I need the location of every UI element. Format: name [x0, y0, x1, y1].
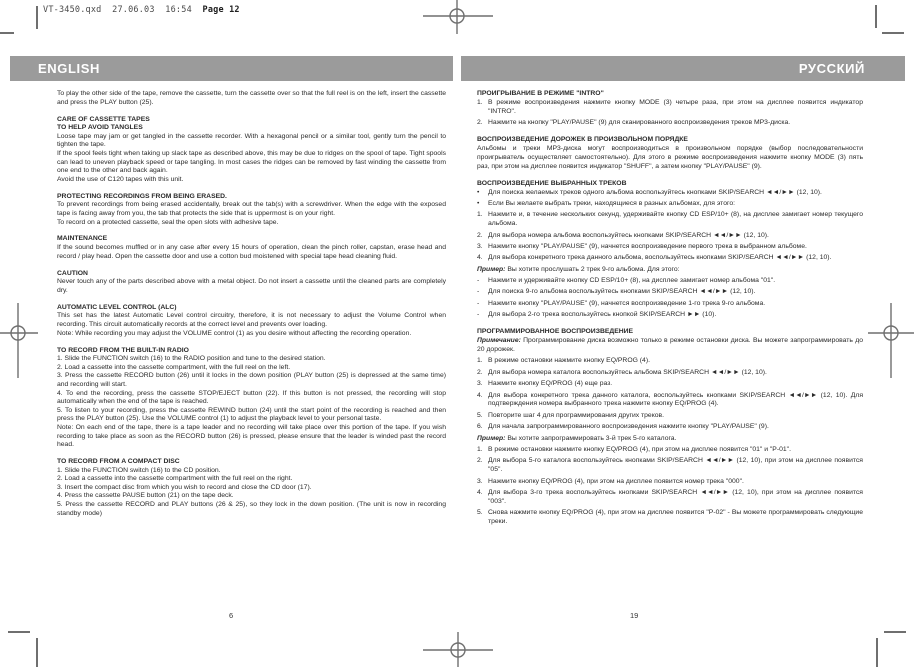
heading-line: ВОСПРОИЗВЕДЕНИЕ ДОРОЖЕК В ПРОИЗВОЛЬНОМ ПОРЯДКЕ: [477, 136, 688, 144]
section-heading: [57, 304, 446, 313]
heading-line: TO RECORD FROM A COMPACT DISC: [57, 458, 180, 466]
crop-mark-bottom-right-dash: [884, 631, 906, 633]
language-bar-russian: [461, 56, 905, 81]
list-marker: 5.: [477, 411, 483, 419]
paragraph-text: Для выбора номера альбома воспользуйтесь кнопками SKIP/SEARCH ◄◄/►► (12, 10).: [488, 231, 769, 239]
page-number-left: 6: [229, 611, 234, 620]
crop-mark-top-left-vertical: [36, 6, 38, 29]
paragraph-text: 5. Press the cassette RECORD and PLAY buttons (26 & 25), so they lock in the down position. (The unit is now in recording standby mode): [57, 501, 446, 517]
manual-section: [477, 180, 863, 320]
paragraph: [477, 489, 863, 507]
language-bar-english: [10, 56, 453, 81]
manual-section: [477, 136, 863, 171]
list-marker: -: [477, 299, 480, 307]
manual-section: [57, 270, 446, 296]
list-marker: 2.: [477, 457, 483, 465]
paragraph: [57, 372, 446, 389]
paragraph: [57, 364, 446, 373]
paragraph-text: Для выбора конкретного трека данного альбома, воспользуйтесь кнопками SKIP/SEARCH ◄◄/►► (12, 10).: [488, 254, 832, 262]
paragraph-text: Нажмите кнопку "PLAY/PAUSE" (9), начнется воспроизведение 1-го трека 9-го альбома.: [488, 299, 766, 307]
paragraph-text: 4. To end the recording, press the cassette STOP/EJECT button (22). If this button is not pressed, the recording will stop automatically when the end of the tape is reached.: [57, 389, 446, 406]
crop-mark-bottom-left-dash: [8, 631, 30, 633]
list-marker: 4.: [477, 391, 483, 399]
paragraph: [477, 211, 863, 229]
paragraph: [477, 392, 863, 410]
paragraph-text: 5. To listen to your recording, press the cassette REWIND button (24) until the start point of the recording is reached and then press the PLAY button (25). Use the VOLUME control (1) to adjust the playback level to your personal taste.: [57, 406, 446, 423]
paragraph: [477, 412, 863, 421]
list-marker: •: [477, 199, 480, 207]
paragraph: [477, 277, 863, 286]
paragraph: [57, 312, 446, 329]
lead-label: Пример:: [477, 265, 506, 273]
paragraph-text: If the sound becomes muffled or in any case after every 15 hours of operation, clean the pinch roller, capstan, erase head and record / play head. Open the cassette door and use a cotton bud moistened with special tape head cleaning fluid.: [57, 244, 446, 260]
paragraph-text: Снова нажмите кнопку EQ/PROG (4), при этом на дисплее появится "P-02" - Вы можете программировать следующие треки.: [488, 509, 863, 525]
heading-line: ВОСПРОИЗВЕДЕНИЕ ВЫБРАННЫХ ТРЕКОВ: [477, 179, 627, 187]
paragraph-text: Для выбора 5-го каталога воспользуйтесь кнопками SKIP/SEARCH ◄◄/►► (12, 10), при этом на дисплее появится "05".: [488, 457, 863, 474]
paragraph: [57, 501, 446, 518]
paragraph-text: Для выбора 2-го трека воспользуйтесь кнопкой SKIP/SEARCH ►► (10).: [488, 311, 717, 319]
heading-line: CAUTION: [57, 269, 88, 277]
paragraph: [57, 484, 446, 493]
paragraph: [57, 219, 446, 228]
paragraph-text: В режиме воспроизведения нажмите кнопку MODE (3) четыре раза, при этом на дисплее появится индикатор "INTRO".: [488, 98, 863, 115]
list-marker: 1.: [477, 445, 483, 453]
manual-section: [57, 304, 446, 338]
section-heading: [477, 180, 863, 189]
paragraph-text: Нажмите и удерживайте кнопку CD ESP/10+ (8), на дисплее замигает номер альбома "01".: [488, 277, 776, 285]
paragraph: [477, 232, 863, 241]
paragraph: [477, 435, 863, 444]
paragraph-text: В режиме остановки нажмите кнопку EQ/PROG (4), при этом на дисплее появится "01" и "P-01".: [488, 445, 791, 453]
paragraph: [477, 119, 863, 128]
list-marker: 2.: [477, 231, 483, 239]
list-marker: 1.: [477, 211, 483, 219]
paragraph: [477, 189, 863, 198]
list-marker: -: [477, 288, 480, 296]
paragraph: [477, 369, 863, 378]
paragraph-text: Нажмите кнопку "PLAY/PAUSE" (9), начнется воспроизведение первого трека в выбранном альбоме.: [488, 242, 807, 250]
paragraph-text: This set has the latest Automatic Level control circuitry, therefore, it is not necessary to adjust the Volume Control when recording. This circuit automatically records at the correct level and prevents over loading.: [57, 312, 446, 329]
section-heading: [57, 235, 446, 244]
registration-mark-icon: [0, 303, 40, 379]
heading-line: PROTECTING RECORDINGS FROM BEING ERASED.: [57, 192, 227, 200]
russian-text-column: [477, 90, 863, 529]
list-marker: 4.: [477, 254, 483, 262]
list-marker: 1.: [477, 357, 483, 365]
paragraph-text: 1. Slide the FUNCTION switch (16) to the CD position.: [57, 466, 221, 474]
paragraph: [57, 424, 446, 450]
paragraph-text: Note: While recording you may adjust the VOLUME control (1) as you desire without affecting the recording operation.: [57, 329, 412, 337]
crop-mark-top-right-dash: [882, 32, 904, 34]
heading-line: MAINTENANCE: [57, 235, 108, 243]
section-heading: [57, 193, 446, 202]
lead-label: Примечание:: [477, 337, 521, 345]
crop-mark-bottom-right-vertical: [876, 638, 878, 667]
paragraph: [477, 288, 863, 297]
paragraph: [57, 90, 446, 107]
heading-line: ПРОИГРЫВАНИЕ В РЕЖИМЕ "INTRO": [477, 90, 604, 97]
registration-mark-icon: [421, 632, 495, 667]
paragraph: [57, 467, 446, 476]
list-marker: 2.: [477, 368, 483, 376]
paragraph: [477, 99, 863, 117]
list-marker: -: [477, 277, 480, 285]
paragraph-text: To prevent recordings from being erased accidentally, break out the tab(s) with a screwdriver. When the edge with the exposed tape is facing away from you, the tab that protects the side that is uppermost is on your right.: [57, 201, 446, 217]
lead-label: Пример:: [477, 434, 506, 442]
page-label: Page 12: [202, 5, 240, 15]
paragraph-text: Нажмите кнопку EQ/PROG (4) еще раз.: [488, 380, 613, 388]
paragraph: [477, 509, 863, 527]
paragraph-text: 2. Load a cassette into the cassette compartment with the full reel on the right.: [57, 475, 293, 483]
paragraph-text: 3. Press the cassette RECORD button (26) until it locks in the down position (PLAY button (25) is depressed at the same time) and recording will start.: [57, 372, 446, 388]
paragraph: [57, 176, 446, 185]
language-label: ENGLISH: [38, 61, 100, 76]
paragraph-text: 2. Load a cassette into the cassette compartment, with the full reel on the left.: [57, 363, 291, 371]
manual-section: [477, 328, 863, 526]
paragraph-text: Для поиска 9-го альбома воспользуйтесь кнопками SKIP/SEARCH ◄◄/►► (12, 10).: [488, 288, 756, 296]
paragraph-text: 3. Insert the compact disc from which you wish to record and close the CD door (17).: [57, 483, 312, 491]
paragraph: [57, 355, 446, 364]
paragraph-text: To record on a protected cassette, seal the open slots with adhesive tape.: [57, 218, 279, 226]
heading-line: TO RECORD FROM THE BUILT-IN RADIO: [57, 346, 189, 354]
paragraph: [477, 200, 863, 209]
registration-mark-icon: [866, 303, 914, 379]
paragraph-text: Для начала запрограммированного воспроизведения нажмите кнопку "PLAY/PAUSE" (9).: [488, 423, 769, 431]
paragraph-text: Для выбора номера каталога воспользуйтесь альбома SKIP/SEARCH ◄◄/►► (12, 10).: [488, 368, 767, 376]
crop-mark-top-right-vertical: [875, 5, 877, 28]
paragraph-text: Нажмите на кнопку "PLAY/PAUSE" (9) для сканированного воспроизведения треков MP3-диска.: [488, 118, 791, 126]
document-title-bar: [43, 5, 240, 15]
heading-line: AUTOMATIC LEVEL CONTROL (ALC): [57, 303, 177, 311]
manual-section: [477, 90, 863, 128]
manual-section: [57, 193, 446, 227]
paragraph: [477, 337, 863, 355]
heading-line: ПРОГРАММИРОВАННОЕ ВОСПРОИЗВЕДЕНИЕ: [477, 328, 634, 336]
paragraph-text: Программирование диска возможно только в режиме остановки диска. Вы можете запрограммировать до 20 дорожек.: [477, 337, 863, 354]
paragraph: [477, 380, 863, 389]
paragraph: [477, 243, 863, 252]
list-marker: 6.: [477, 423, 483, 431]
paragraph: [477, 311, 863, 320]
list-marker: 5.: [477, 509, 483, 517]
section-heading: [57, 458, 446, 467]
list-marker: 1.: [477, 98, 483, 106]
paragraph: [477, 357, 863, 366]
paragraph-text: Нажмите кнопку EQ/PROG (4), при этом на дисплее появится номер трека "000".: [488, 477, 744, 485]
paragraph-text: Loose tape may jam or get tangled in the cassette recorder. With a hexagonal pencil or a similar tool, gently turn the pencil to tighten the tape.: [57, 132, 446, 149]
paragraph-text: Вы хотите запрограммировать 3-й трек 5-го каталога.: [507, 434, 677, 442]
paragraph-text: Нажмите и, в течение нескольких секунд, удерживайте кнопку CD ESP/10+ (8), на дисплее замигает номер текущего альбома.: [488, 211, 863, 228]
paragraph-text: Для поиска желаемых треков одного альбома воспользуйтесь кнопками SKIP/SEARCH ◄◄/►► (12, 10).: [488, 188, 822, 196]
list-marker: -: [477, 311, 480, 319]
paragraph: [57, 407, 446, 424]
paragraph: [57, 244, 446, 261]
paragraph-text: Note: On each end of the tape, there is a tape leader and no recording will take place over this portion of the tape. If you wish recording to take place as soon as the RECORD button (26) is pressed, please ensure that the leader is winded past the record head.: [57, 423, 446, 449]
paragraph: [57, 390, 446, 407]
page-number-right: 19: [630, 611, 639, 620]
paragraph: [57, 475, 446, 484]
section-heading: [57, 270, 446, 279]
heading-line: CARE OF CASSETTE TAPES: [57, 115, 150, 123]
language-label: РУССКИЙ: [798, 61, 865, 76]
paragraph: [477, 457, 863, 475]
registration-mark-icon: [420, 0, 496, 36]
paragraph: [477, 145, 863, 171]
paragraph-text: Для выбора 3-го трека воспользуйтесь кнопками SKIP/SEARCH ◄◄/►► (12, 10), при этом на дисплее появится "003".: [488, 488, 863, 505]
paragraph: [57, 278, 446, 295]
manual-section: [57, 458, 446, 518]
paragraph-text: Для выбора конкретного трека данного каталога, воспользуйтесь кнопками SKIP/SEARCH ◄◄/►► (12, 10). Для подтверждения номера выбранного трека нажмите кнопку EQ/PROG (4).: [488, 391, 863, 408]
crop-mark-bottom-left-vertical: [36, 638, 38, 667]
manual-section: [57, 90, 446, 107]
english-text-column: [57, 90, 446, 518]
paragraph: [477, 446, 863, 455]
section-heading: [57, 347, 446, 356]
list-marker: •: [477, 188, 480, 196]
paragraph: [57, 201, 446, 218]
section-heading: [477, 90, 863, 99]
section-heading: [477, 328, 863, 337]
paragraph-text: Повторите шаг 4 для программирования других треков.: [488, 411, 665, 419]
paragraph: [57, 133, 446, 150]
paragraph-text: If the spool feels tight when taking up slack tape as described above, this may be due to ridges on the spool of tape. Tight spools can lead to uneven playback speed or tape tangling. In most cases the ridges can be removed by fast winding the cassette from one end to the other and back again.: [57, 149, 446, 175]
paragraph-text: Альбомы и треки MP3-диска могут воспроизводиться в произвольном порядке (выбор последовательности проигрыватель осуществляет самостоятельно). Для этого в режиме воспроизведения нажмите кнопку MODE (3) пять раз, при этом на дисплее появится индикатор "SHUFF", а затем кнопку "PLAY/PAUSE" (9).: [477, 144, 863, 170]
paragraph-text: Вы хотите прослушать 2 трек 9-го альбома. Для этого:: [507, 265, 680, 273]
paragraph: [477, 254, 863, 263]
section-heading: [57, 116, 446, 133]
paragraph-text: 4. Press the cassette PAUSE button (21) on the tape deck.: [57, 492, 234, 500]
paragraph: [477, 266, 863, 275]
list-marker: 3.: [477, 380, 483, 388]
list-marker: 3.: [477, 242, 483, 250]
file-label: VT-3450.qxd 27.06.03 16:54: [43, 5, 203, 15]
paragraph-text: В режиме остановки нажмите кнопку EQ/PROG (4).: [488, 357, 650, 365]
paragraph-text: To play the other side of the tape, remove the cassette, turn the cassette over so that the full reel is on the left, insert the cassette and press the PLAY button (25).: [57, 90, 446, 106]
paragraph-text: Avoid the use of C120 tapes with this unit.: [57, 175, 184, 183]
paragraph-text: 1. Slide the FUNCTION switch (16) to the RADIO position and tune to the desired station.: [57, 355, 326, 363]
paragraph: [477, 478, 863, 487]
paragraph-text: Если Вы желаете выбрать треки, находящиеся в разных альбомах, для этого:: [488, 199, 736, 207]
paragraph: [477, 300, 863, 309]
manual-section: [57, 347, 446, 450]
paragraph: [57, 330, 446, 339]
crop-mark-top-left-dash: [0, 32, 14, 34]
paragraph-text: Never touch any of the parts described above with a metal object. Do not insert a cassette until the cleaned parts are completely dry.: [57, 278, 446, 294]
paragraph: [477, 423, 863, 432]
heading-line: TO HELP AVOID TANGLES: [57, 124, 143, 132]
list-marker: 3.: [477, 477, 483, 485]
paragraph: [57, 150, 446, 176]
section-heading: [477, 136, 863, 145]
paragraph: [57, 492, 446, 501]
manual-section: [57, 116, 446, 185]
manual-section: [57, 235, 446, 261]
list-marker: 4.: [477, 488, 483, 496]
list-marker: 2.: [477, 118, 483, 126]
